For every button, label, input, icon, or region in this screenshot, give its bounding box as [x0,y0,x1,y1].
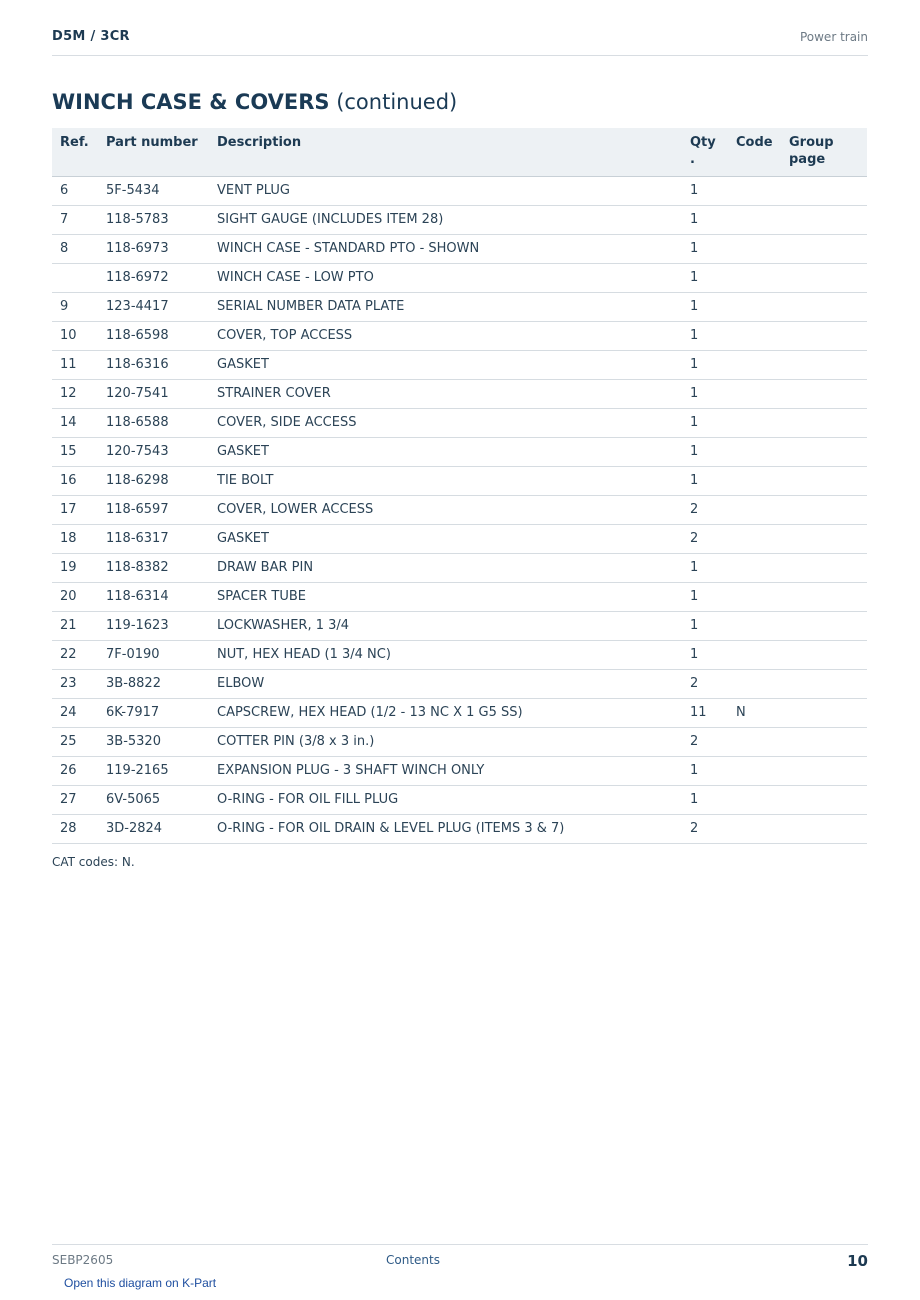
row-code [736,292,789,321]
row-ref: 6 [52,176,106,205]
page-number: 10 [847,1252,868,1270]
row-code [736,611,789,640]
row-description: LOCKWASHER, 1 3/4 [217,611,690,640]
row-ref: 16 [52,466,106,495]
row-code [736,466,789,495]
row-qty: 1 [690,582,736,611]
row-ref: 9 [52,292,106,321]
row-ref: 19 [52,553,106,582]
row-group-page [789,379,867,408]
row-code [736,176,789,205]
row-qty: 1 [690,640,736,669]
row-qty: 1 [690,205,736,234]
row-qty: 2 [690,495,736,524]
table-row [52,814,867,843]
column-header-ref: Ref. [52,128,106,176]
row-ref: 27 [52,785,106,814]
row-code [736,785,789,814]
row-part-number: 118-6598 [106,321,217,350]
row-group-page [789,466,867,495]
row-code [736,640,789,669]
row-code [736,553,789,582]
row-ref: 11 [52,350,106,379]
row-part-number: 118-6314 [106,582,217,611]
row-qty: 1 [690,611,736,640]
row-code [736,495,789,524]
row-part-number: 118-8382 [106,553,217,582]
row-qty: 1 [690,785,736,814]
row-description: O-RING - FOR OIL DRAIN & LEVEL PLUG (ITEMS 3 & 7) [217,814,690,843]
row-code [736,437,789,466]
row-ref: 14 [52,408,106,437]
table-row [52,756,867,785]
row-ref: 10 [52,321,106,350]
row-part-number: 118-5783 [106,205,217,234]
row-description: STRAINER COVER [217,379,690,408]
row-group-page [789,292,867,321]
row-description: CAPSCREW, HEX HEAD (1/2 - 13 NC X 1 G5 SS) [217,698,690,727]
row-part-number: 118-6973 [106,234,217,263]
row-code [736,321,789,350]
row-description: GASKET [217,437,690,466]
row-group-page [789,582,867,611]
table-header-row [52,128,867,176]
row-qty: 1 [690,408,736,437]
row-group-page [789,640,867,669]
row-qty: 11 [690,698,736,727]
row-description: COVER, SIDE ACCESS [217,408,690,437]
row-description: GASKET [217,350,690,379]
row-group-page [789,234,867,263]
row-part-number: 118-6972 [106,263,217,292]
row-qty: 1 [690,756,736,785]
row-group-page [789,814,867,843]
row-group-page [789,669,867,698]
row-code [736,350,789,379]
table-row [52,292,867,321]
row-qty: 1 [690,379,736,408]
table-row [52,524,867,553]
row-part-number: 3B-8822 [106,669,217,698]
table-row [52,582,867,611]
row-description: COVER, TOP ACCESS [217,321,690,350]
row-code [736,234,789,263]
footer-divider [52,1244,868,1245]
row-part-number: 118-6316 [106,350,217,379]
row-qty: 1 [690,437,736,466]
row-description: NUT, HEX HEAD (1 3/4 NC) [217,640,690,669]
table-row [52,466,867,495]
row-part-number: 123-4417 [106,292,217,321]
row-code [736,669,789,698]
row-ref: 22 [52,640,106,669]
row-ref: 26 [52,756,106,785]
row-part-number: 118-6317 [106,524,217,553]
row-description: SIGHT GAUGE (INCLUDES ITEM 28) [217,205,690,234]
row-description: WINCH CASE - STANDARD PTO - SHOWN [217,234,690,263]
row-group-page [789,205,867,234]
column-header-description: Description [217,128,690,176]
row-group-page [789,785,867,814]
section-name: Power train [799,30,868,44]
row-part-number: 6K-7917 [106,698,217,727]
row-ref: 12 [52,379,106,408]
row-ref [52,263,106,292]
row-code [736,582,789,611]
row-qty: 1 [690,466,736,495]
title-suffix: (continued) [329,90,458,114]
row-part-number: 7F-0190 [106,640,217,669]
row-part-number: 5F-5434 [106,176,217,205]
row-description: O-RING - FOR OIL FILL PLUG [217,785,690,814]
row-description: VENT PLUG [217,176,690,205]
row-group-page [789,756,867,785]
page-header [52,29,868,56]
row-part-number: 3D-2824 [106,814,217,843]
table-row [52,379,867,408]
row-part-number: 119-2165 [106,756,217,785]
row-ref: 24 [52,698,106,727]
column-header-group-page: Group page [789,128,867,176]
row-group-page [789,321,867,350]
row-description: COTTER PIN (3/8 x 3 in.) [217,727,690,756]
table-row [52,785,867,814]
row-qty: 1 [690,350,736,379]
row-code: N [736,698,789,727]
row-qty: 2 [690,524,736,553]
table-row [52,611,867,640]
row-part-number: 119-1623 [106,611,217,640]
row-description: SPACER TUBE [217,582,690,611]
row-part-number: 120-7541 [106,379,217,408]
table-row [52,669,867,698]
row-code [736,524,789,553]
row-ref: 7 [52,205,106,234]
row-ref: 8 [52,234,106,263]
page-title [52,90,457,114]
row-qty: 1 [690,234,736,263]
row-description: ELBOW [217,669,690,698]
row-ref: 21 [52,611,106,640]
parts-table-body [52,176,867,843]
row-description: SERIAL NUMBER DATA PLATE [217,292,690,321]
table-row [52,263,867,292]
row-ref: 20 [52,582,106,611]
row-code [736,727,789,756]
model-label: D5M / 3CR [52,29,130,44]
row-part-number: 118-6298 [106,466,217,495]
contents-link[interactable]: Contents [386,1253,440,1267]
row-part-number: 3B-5320 [106,727,217,756]
row-group-page [789,553,867,582]
row-group-page [789,698,867,727]
row-code [736,408,789,437]
row-ref: 28 [52,814,106,843]
table-row [52,727,867,756]
title-main: WINCH CASE & COVERS [52,90,330,114]
table-row [52,321,867,350]
row-part-number: 120-7543 [106,437,217,466]
row-qty: 2 [690,727,736,756]
row-qty: 1 [690,176,736,205]
row-description: COVER, LOWER ACCESS [217,495,690,524]
table-row [52,640,867,669]
row-group-page [789,611,867,640]
row-code [736,379,789,408]
row-description: TIE BOLT [217,466,690,495]
row-part-number: 118-6588 [106,408,217,437]
table-row [52,495,867,524]
row-description: GASKET [217,524,690,553]
column-header-part-number: Part number [106,128,217,176]
row-code [736,263,789,292]
row-group-page [789,176,867,205]
row-description: DRAW BAR PIN [217,553,690,582]
row-group-page [789,408,867,437]
table-row [52,350,867,379]
row-ref: 18 [52,524,106,553]
column-header-code: Code [736,128,789,176]
table-row [52,234,867,263]
row-group-page [789,263,867,292]
row-ref: 23 [52,669,106,698]
row-ref: 25 [52,727,106,756]
row-group-page [789,495,867,524]
open-kpart-link[interactable]: Open this diagram on K-Part [64,1276,217,1290]
row-qty: 2 [690,669,736,698]
table-row [52,205,867,234]
row-ref: 17 [52,495,106,524]
row-code [736,814,789,843]
row-qty: 1 [690,263,736,292]
row-qty: 1 [690,553,736,582]
row-description: WINCH CASE - LOW PTO [217,263,690,292]
row-qty: 1 [690,321,736,350]
table-row [52,553,867,582]
row-part-number: 118-6597 [106,495,217,524]
parts-table [52,128,867,844]
table-row [52,698,867,727]
row-code [736,756,789,785]
row-code [736,205,789,234]
document-code: SEBP2605 [52,1253,114,1267]
row-description: EXPANSION PLUG - 3 SHAFT WINCH ONLY [217,756,690,785]
table-row [52,176,867,205]
row-group-page [789,437,867,466]
column-header-qty: Qty . [690,128,736,176]
row-ref: 15 [52,437,106,466]
row-group-page [789,524,867,553]
cat-codes-note: CAT codes: N. [52,855,135,869]
row-qty: 1 [690,292,736,321]
row-qty: 2 [690,814,736,843]
table-row [52,408,867,437]
row-group-page [789,350,867,379]
row-part-number: 6V-5065 [106,785,217,814]
row-group-page [789,727,867,756]
table-row [52,437,867,466]
